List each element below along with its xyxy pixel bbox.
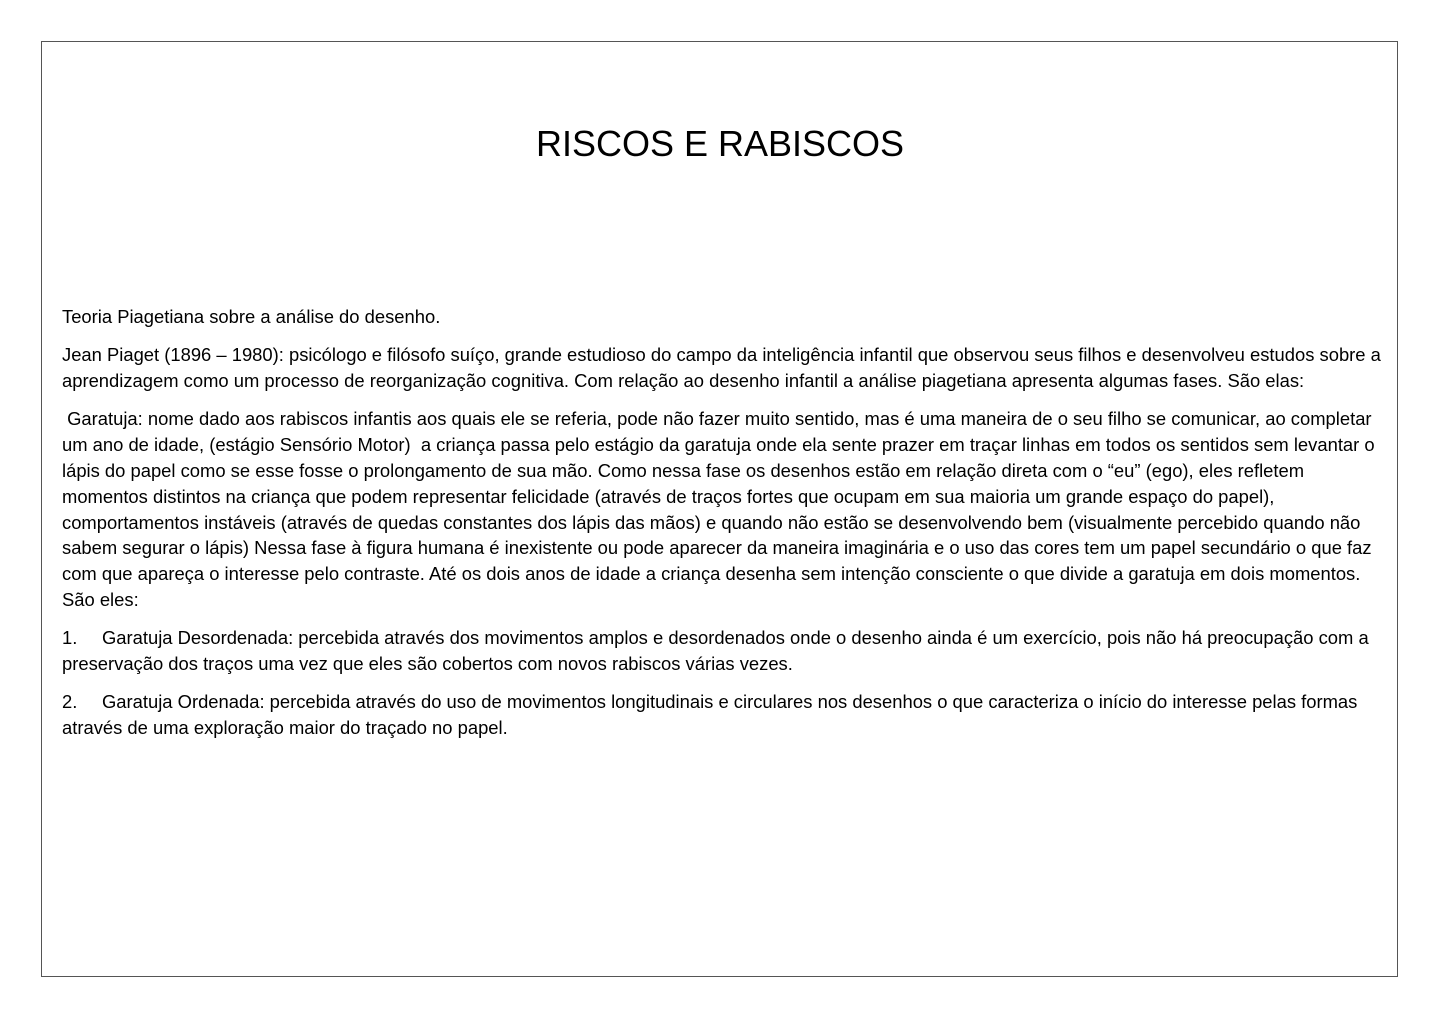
piaget-paragraph: Jean Piaget (1896 – 1980): psicólogo e filósofo suíço, grande estudioso do campo da inteligência infantil que observou seus filhos e desenvolveu estudos sobre a aprendizagem como um processo de reorganização cognitiva. Com relação ao desenho infantil a análise piagetiana apresenta algumas fases. São elas: (62, 344, 1381, 392)
list-item (62, 625, 1382, 677)
list-item-text: Garatuja Desordenada: percebida através dos movimentos amplos e desordenados onde o desenho ainda é um exercício, pois não há preocupação com a preservação dos traços uma vez que eles são cobertos com novos rabiscos várias vezes. (62, 627, 1369, 675)
list-item-text: Garatuja Ordenada: percebida através do uso de movimentos longitudinais e circulares nos desenhos o que caracteriza o início do interesse pelas formas através de uma exploração maior do traçado no papel. (62, 691, 1358, 739)
list-item-number: 1. (62, 627, 78, 649)
document-title: RISCOS E RABISCOS (535, 123, 905, 164)
list-item (62, 689, 1382, 741)
intro-paragraph: Teoria Piagetiana sobre a análise do desenho. (62, 306, 441, 327)
garatuja-paragraph: Garatuja: nome dado aos rabiscos infantis aos quais ele se referia, pode não fazer muito sentido, mas é uma maneira de o seu filho se comunicar, ao completar um ano de idade, (estágio Sensório Motor) a criança passa pelo estágio da garatuja onde ela sente prazer em traçar linhas em todos os sentidos sem levantar o lápis do papel como se esse fosse o prolongamento de sua mão. Como nessa fase os desenhos estão em relação direta com o “eu” (ego), eles refletem momentos distintos na criança que podem representar felicidade (através de traços fortes que ocupam em sua maioria um grande espaço do papel), comportamentos instáveis (através de quedas constantes dos lápis das mãos) e quando não estão se desenvolvendo bem (visualmente percebido quando não sabem segurar o lápis) Nessa fase à figura humana é inexistente ou pode aparecer da maneira imaginária e o uso das cores tem um papel secundário o que faz com que apareça o interesse pelo contraste. Até os dois anos de idade a criança desenha sem intenção consciente o que divide a garatuja em dois momentos. São eles: (62, 408, 1380, 610)
list-item-number: 2. (62, 691, 78, 713)
document-body (62, 304, 1382, 753)
